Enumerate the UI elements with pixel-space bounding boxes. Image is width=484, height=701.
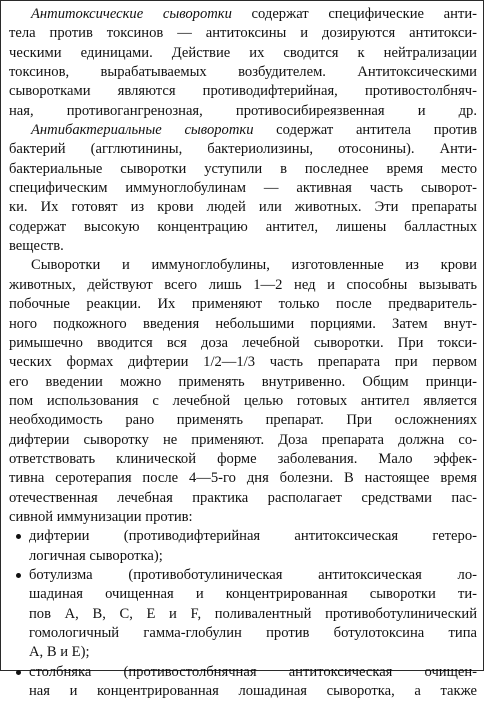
text-line: пом использования с лечебной целью готовых антител является	[9, 392, 477, 409]
text-line: логичная сыворотка);	[29, 547, 163, 564]
text-line: животных, действуют всего лишь 1—2 нед и способны вызывать	[9, 276, 477, 293]
text-line: бактериальные сыворотки уступили в последнее время место	[9, 160, 477, 177]
text-line: Антибактериальные сыворотки содержат антитела против	[31, 122, 477, 139]
text-line: ческих формах дифтерии 1/2—1/3 часть препарата при первом	[9, 354, 477, 371]
text-line: сыворотками являются противодифтерийная, противостолбняч-	[9, 83, 477, 100]
text-line: Сыворотки и иммуноглобулины, изготовленные из крови	[31, 257, 477, 274]
text-line: гомологичный гамма-глобулин против ботулотоксина типа	[29, 625, 477, 641]
term-antitoxic-sera: Антитоксические сыворотки	[31, 6, 232, 22]
text-line: содержат высокую концентрацию антител, лишены балластных	[9, 218, 477, 235]
text-line: А, В и Е);	[29, 644, 90, 661]
text-line: бактерий (агглютинины, бактериолизины, отосонины). Анти-	[9, 141, 477, 158]
text-line: специфическим иммуноглобулинам — активная часть сыворот-	[9, 180, 477, 197]
list-item-tetanus	[9, 663, 477, 701]
text-line: пов А, В, С, Е и F, поливалентный противоботулинический	[29, 605, 477, 622]
text-line: сивной иммунизации против:	[9, 508, 193, 525]
term-antibacterial-sera: Антибактериальные сыворотки	[31, 122, 254, 139]
text-line: шадиная очищенная и концентрированная сыворотки ти-	[29, 586, 477, 603]
text-line: ки. Их готовят из крови людей или животных. Эти препараты	[9, 199, 477, 216]
text-line: побочные реакции. Их применяют только после предваритель-	[9, 296, 477, 313]
list-item-botulism	[9, 566, 477, 663]
text-line: тела против токсинов — антитоксины и дозируются антитокси-	[9, 25, 477, 42]
text-line: токсинов, вырабатываемых возбудителем. Антитоксическими	[9, 64, 477, 81]
list-item-diphtheria	[9, 527, 477, 566]
text-line: ного подкожного введения небольшими порциями. Затем внут-	[9, 315, 477, 332]
text-line: ная и концентрированная лошадиная сыворотка, а также	[29, 683, 477, 700]
paragraph-antitoxic-sera	[9, 5, 477, 121]
text-line: ческими единицами. Действие их сводится к нейтрализации	[9, 44, 477, 61]
text-line: ная, противогангренозная, противосибиреязвенная и др.	[9, 102, 477, 119]
text-line: Антитоксические сыворотки содержат специфические анти-	[31, 6, 477, 22]
text-line: тивна серотерапия после 4—5-го дня болезни. В настоящее время	[9, 470, 477, 487]
text-line: дифтерии сыворотку не применяют. Доза препарата должна со-	[9, 431, 477, 448]
bullet-icon	[16, 573, 21, 578]
paragraph-antibacterial-sera	[9, 121, 477, 256]
paragraph-sera-usage	[9, 256, 477, 527]
bullet-icon	[16, 670, 21, 675]
text-line: римышечно вводится вся доза лечебной сыворотки. При токси-	[9, 334, 477, 351]
text-line: необходимость рано применять препарат. При осложнениях	[9, 412, 477, 429]
text-line: дифтерии (противодифтерийная антитоксическая гетеро-	[29, 528, 477, 545]
text-line: отечественная лечебная практика располагает средствами пас-	[9, 489, 477, 506]
text-line: столбняка (противостолбнячная антитоксическая очищен-	[29, 663, 477, 680]
text-line: веществ.	[9, 238, 64, 255]
text-line: ответствовать клинической форме заболевания. Мало эффек-	[9, 450, 477, 467]
text-line: ботулизма (противоботулиническая антитоксическая ло-	[29, 566, 477, 583]
text-line: его введении можно применять внутривенно. Общим принци-	[9, 373, 477, 390]
